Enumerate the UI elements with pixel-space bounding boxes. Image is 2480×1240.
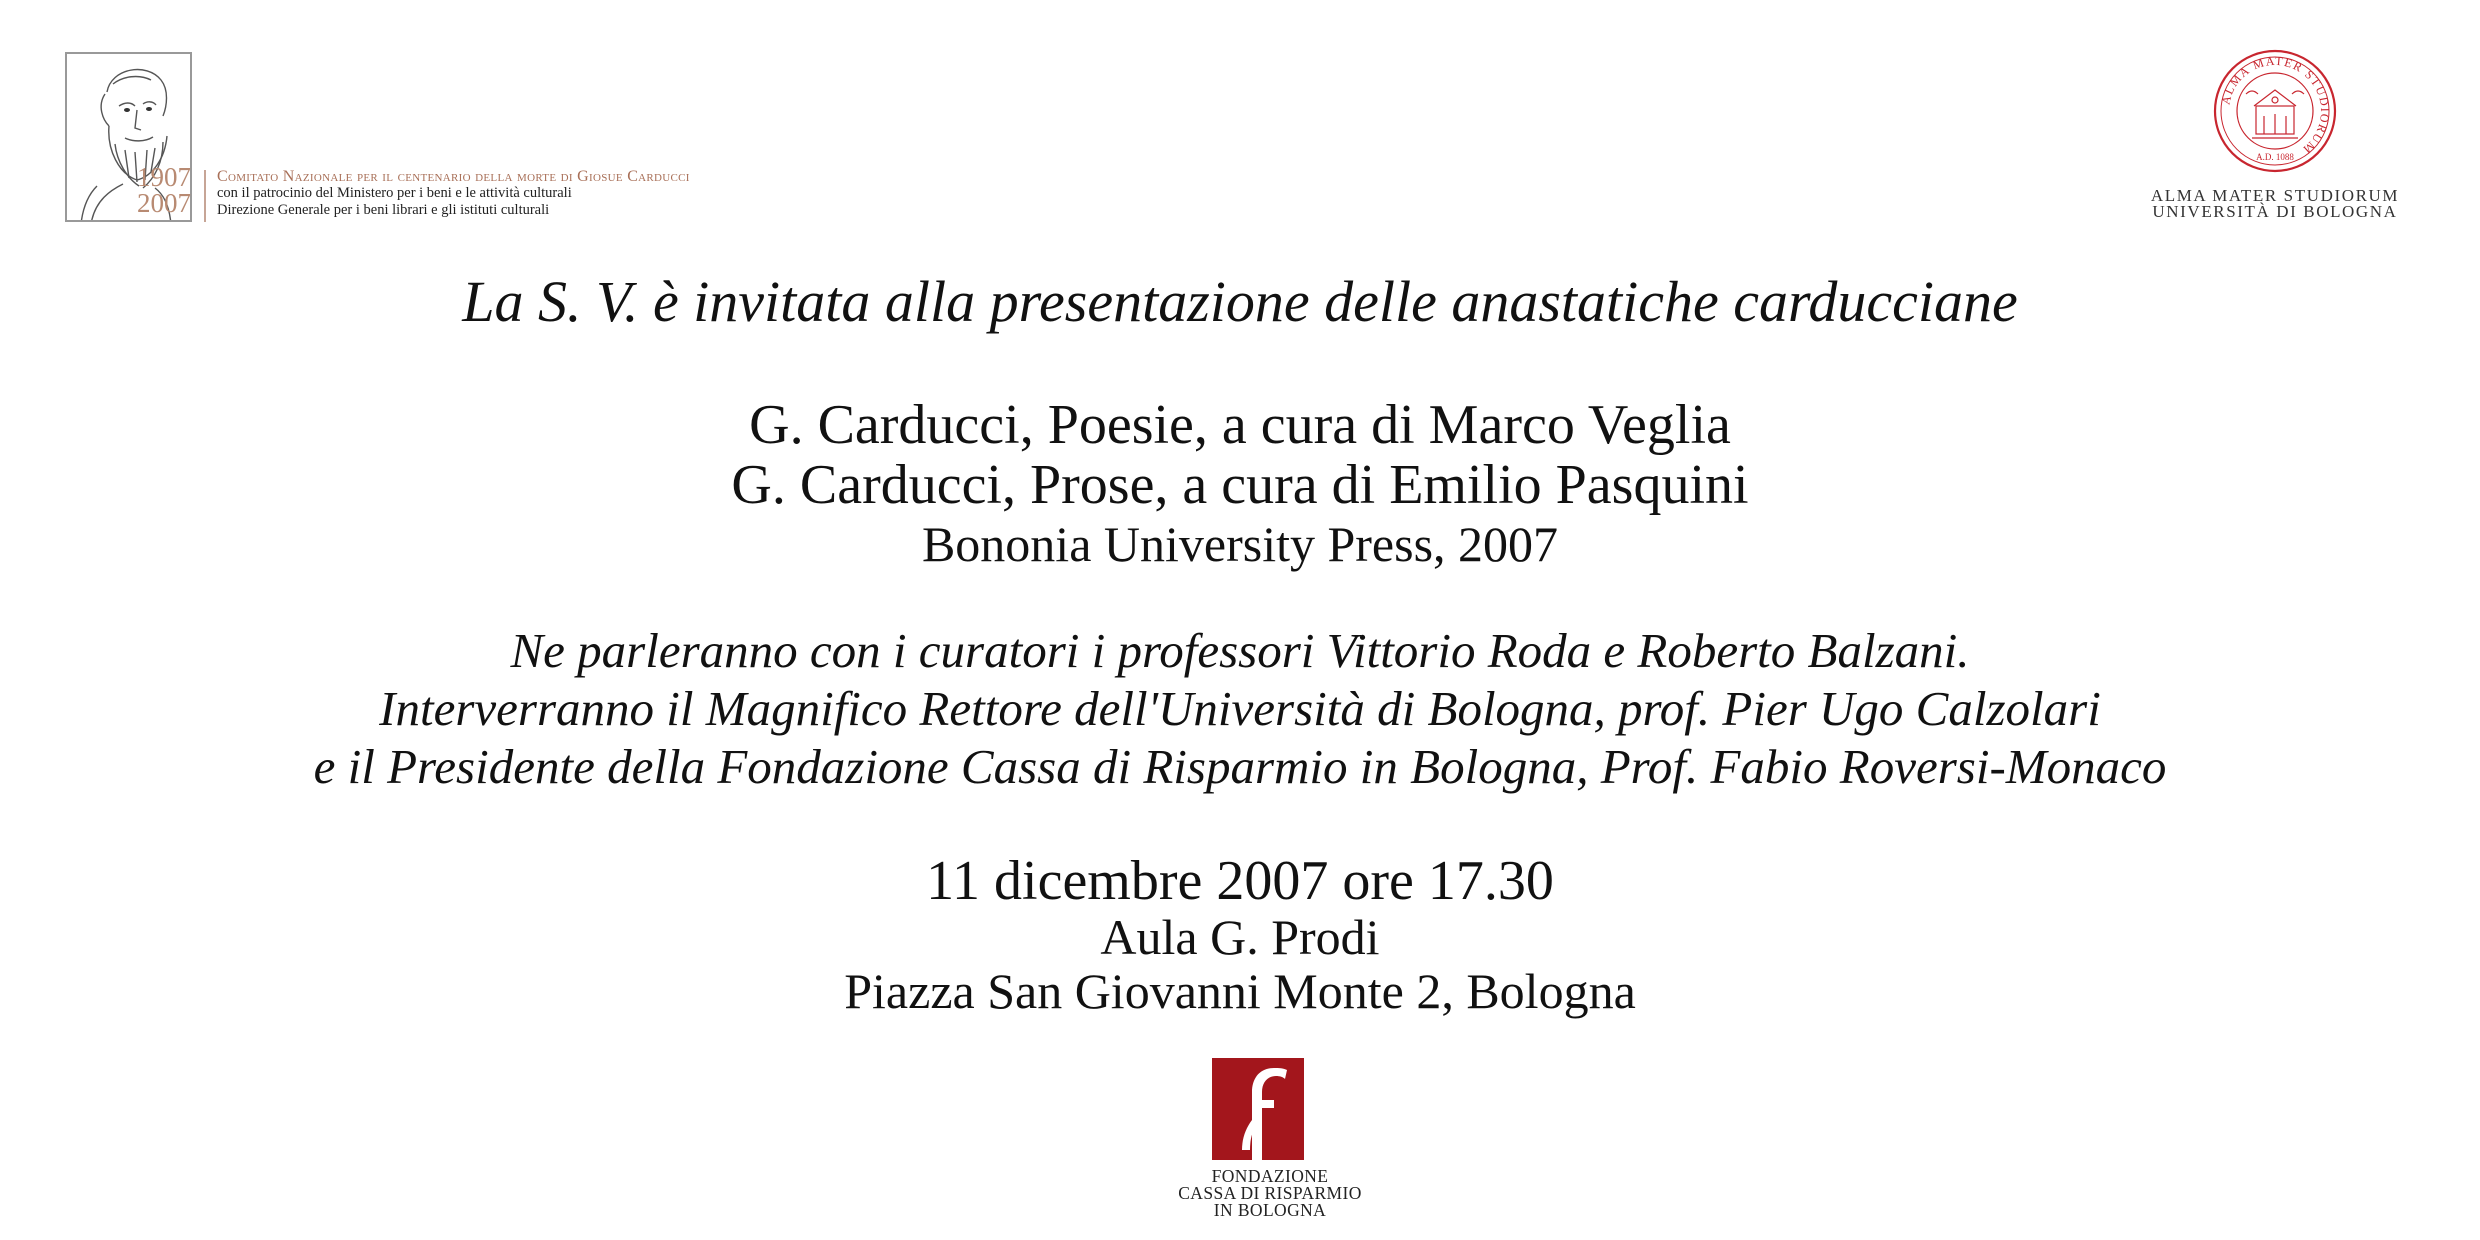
speakers-line-3: e il Presidente della Fondazione Cassa di Risparmio in Bologna, Prof. Fabio Roversi-Monaco xyxy=(313,739,2167,794)
speakers-block xyxy=(0,622,2480,796)
event-address: Piazza San Giovanni Monte 2, Bologna xyxy=(844,963,1636,1019)
foundation-name xyxy=(1140,1168,1400,1219)
publisher: Bononia University Press, 2007 xyxy=(921,516,1559,572)
university-seal-icon xyxy=(2212,48,2338,174)
book-poesie: G. Carducci, Poesie, a cura di Marco Veglia xyxy=(749,394,1731,456)
university-name xyxy=(2130,188,2420,220)
seal-date: A.D. 1088 xyxy=(2256,152,2294,162)
seal-ring-text: ALMA MATER STUDIORUM xyxy=(2218,53,2333,158)
committee-directorate: Direzione Generale per i beni librari e gli istituti culturali xyxy=(217,202,550,218)
year-end: 2007 xyxy=(137,188,191,218)
university-logo xyxy=(2130,48,2420,228)
foundation-name-line-2: CASSA DI RISPARMIO xyxy=(1178,1183,1362,1203)
invitation-intro: La S. V. è invitata alla presentazione delle anastatiche carducciane xyxy=(462,269,2018,334)
university-name-line-2: UNIVERSITÀ DI BOLOGNA xyxy=(2152,202,2398,221)
book-list xyxy=(0,395,2480,573)
committee-patronage: con il patrocinio del Ministero per i beni e le attività culturali xyxy=(217,185,572,201)
foundation-name-line-3: IN BOLOGNA xyxy=(1213,1200,1327,1220)
speakers-line-2: Interverranno il Magnifico Rettore dell'Università di Bologna, prof. Pier Ugo Calzolari xyxy=(379,681,2101,736)
event-venue: Aula G. Prodi xyxy=(1100,909,1380,965)
committee-logo xyxy=(65,52,825,227)
event-details xyxy=(0,852,2480,1018)
foundation-logo xyxy=(1140,1058,1400,1238)
foundation-name-line-1: FONDAZIONE xyxy=(1211,1166,1329,1186)
event-date-time: 11 dicembre 2007 ore 17.30 xyxy=(926,850,1554,912)
committee-title: Comitato Nazionale per il centenario della morte di Giosue Carducci xyxy=(217,168,690,185)
year-start: 1907 xyxy=(137,162,191,192)
committee-divider xyxy=(204,170,206,222)
committee-text xyxy=(217,168,837,219)
foundation-mark-icon xyxy=(1212,1058,1304,1160)
centenary-years xyxy=(123,164,191,216)
university-name-line-1: ALMA MATER STUDIORUM xyxy=(2150,186,2400,205)
speakers-line-1: Ne parleranno con i curatori i professori Vittorio Roda e Roberto Balzani. xyxy=(510,623,1970,678)
book-prose: G. Carducci, Prose, a cura di Emilio Pasquini xyxy=(731,454,1749,516)
